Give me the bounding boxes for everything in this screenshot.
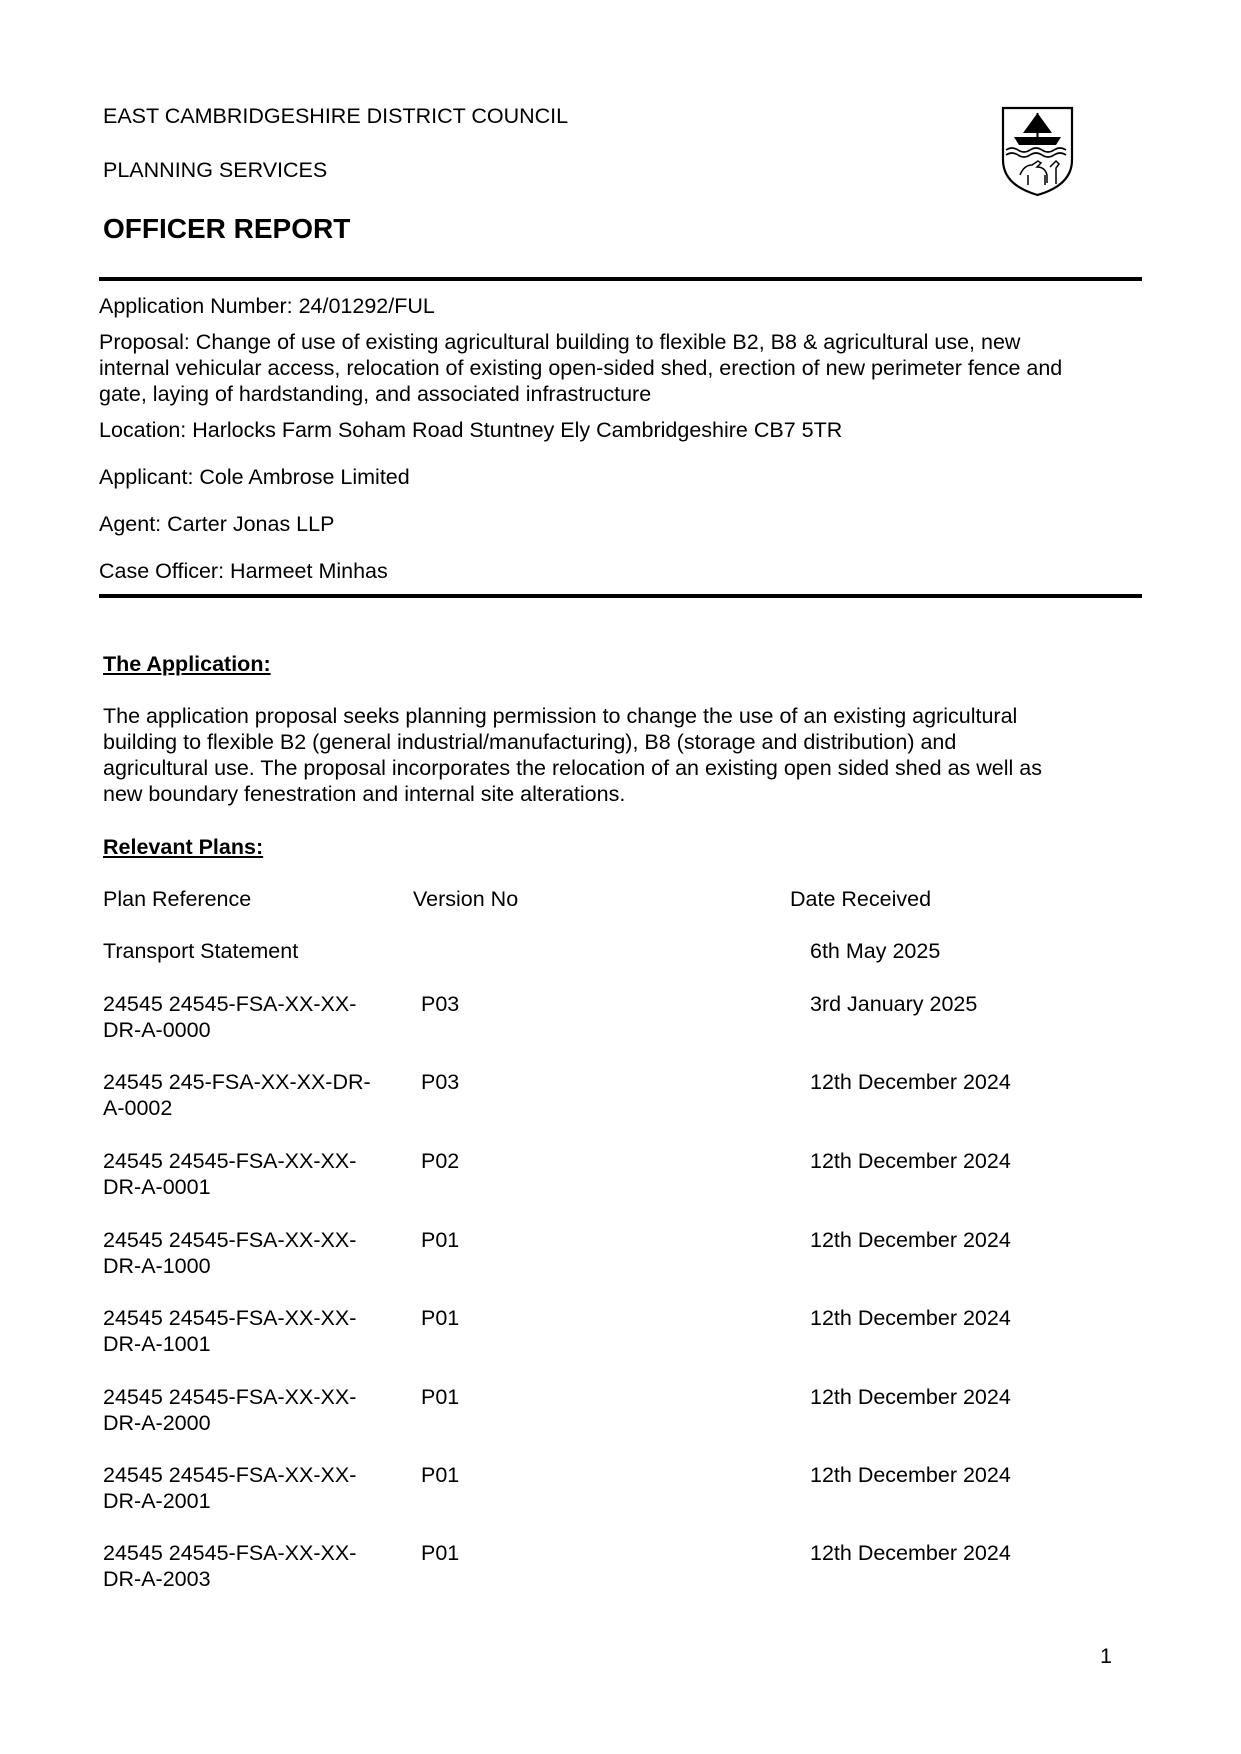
header-divider: [99, 277, 1142, 281]
application-text-line-2: building to flexible B2 (general industrial/manufacturing), B8 (storage and distribution) and: [103, 730, 957, 754]
plan-version: P01: [421, 1463, 460, 1487]
plan-date: 12th December 2024: [810, 1463, 1011, 1487]
plan-reference: 24545 24545-FSA-XX-XX-: [103, 1306, 357, 1330]
application-number: Application Number: 24/01292/FUL: [99, 294, 435, 318]
plan-reference-cont: DR-A-2001: [103, 1489, 211, 1513]
plan-reference: 24545 24545-FSA-XX-XX-: [103, 1228, 357, 1252]
plan-reference: 24545 24545-FSA-XX-XX-: [103, 1385, 357, 1409]
plan-date: 12th December 2024: [810, 1149, 1011, 1173]
department-name: PLANNING SERVICES: [103, 158, 328, 182]
plan-date: 6th May 2025: [810, 939, 941, 963]
plan-reference-cont: A-0002: [103, 1096, 173, 1120]
plan-reference-cont: DR-A-0000: [103, 1018, 211, 1042]
plan-reference: 24545 24545-FSA-XX-XX-: [103, 1541, 357, 1565]
location: Location: Harlocks Farm Soham Road Stuntney Ely Cambridgeshire CB7 5TR: [99, 418, 843, 442]
plan-reference-cont: DR-A-1001: [103, 1332, 211, 1356]
plan-reference-cont: DR-A-2000: [103, 1411, 211, 1435]
plan-version: P03: [421, 1070, 460, 1094]
council-crest-icon: [1000, 105, 1075, 197]
plan-reference: 24545 24545-FSA-XX-XX-: [103, 1463, 357, 1487]
council-name: EAST CAMBRIDGESHIRE DISTRICT COUNCIL: [103, 104, 569, 128]
details-divider: [99, 594, 1142, 598]
proposal-line-1: Proposal: Change of use of existing agricultural building to flexible B2, B8 & agricultural use, new: [99, 330, 1021, 354]
plan-date: 12th December 2024: [810, 1541, 1011, 1565]
application-text-line-1: The application proposal seeks planning permission to change the use of an existing agricultural: [103, 704, 1018, 728]
application-text-line-3: agricultural use. The proposal incorporates the relocation of an existing open sided shed as well as: [103, 756, 1042, 780]
plan-version: P01: [421, 1306, 460, 1330]
applicant: Applicant: Cole Ambrose Limited: [99, 465, 410, 489]
plan-version: P01: [421, 1228, 460, 1252]
plan-version: P01: [421, 1541, 460, 1565]
proposal-line-2: internal vehicular access, relocation of existing open-sided shed, erection of new perimeter fence and: [99, 356, 1063, 380]
plan-date: 3rd January 2025: [810, 992, 978, 1016]
column-header-version-no: Version No: [413, 887, 519, 911]
plan-reference: 24545 24545-FSA-XX-XX-: [103, 1149, 357, 1173]
plan-version: P01: [421, 1385, 460, 1409]
plan-date: 12th December 2024: [810, 1385, 1011, 1409]
page-number: 1: [1100, 1644, 1112, 1668]
case-officer: Case Officer: Harmeet Minhas: [99, 559, 388, 583]
plan-reference: 24545 245-FSA-XX-XX-DR-: [103, 1070, 371, 1094]
plan-reference-cont: DR-A-0001: [103, 1175, 211, 1199]
plan-date: 12th December 2024: [810, 1306, 1011, 1330]
plan-date: 12th December 2024: [810, 1070, 1011, 1094]
proposal-line-3: gate, laying of hardstanding, and associated infrastructure: [99, 382, 652, 406]
plan-date: 12th December 2024: [810, 1228, 1011, 1252]
application-heading: The Application:: [103, 652, 271, 676]
column-header-plan-reference: Plan Reference: [103, 887, 252, 911]
page-title: OFFICER REPORT: [103, 213, 351, 244]
plans-heading: Relevant Plans:: [103, 835, 264, 859]
application-text-line-4: new boundary fenestration and internal site alterations.: [103, 782, 626, 806]
agent: Agent: Carter Jonas LLP: [99, 512, 335, 536]
plan-version: P03: [421, 992, 460, 1016]
plan-reference: Transport Statement: [103, 939, 299, 963]
plan-version: P02: [421, 1149, 460, 1173]
plan-reference-cont: DR-A-2003: [103, 1567, 211, 1591]
column-header-date-received: Date Received: [790, 887, 932, 911]
plan-reference-cont: DR-A-1000: [103, 1254, 211, 1278]
plan-reference: 24545 24545-FSA-XX-XX-: [103, 992, 357, 1016]
